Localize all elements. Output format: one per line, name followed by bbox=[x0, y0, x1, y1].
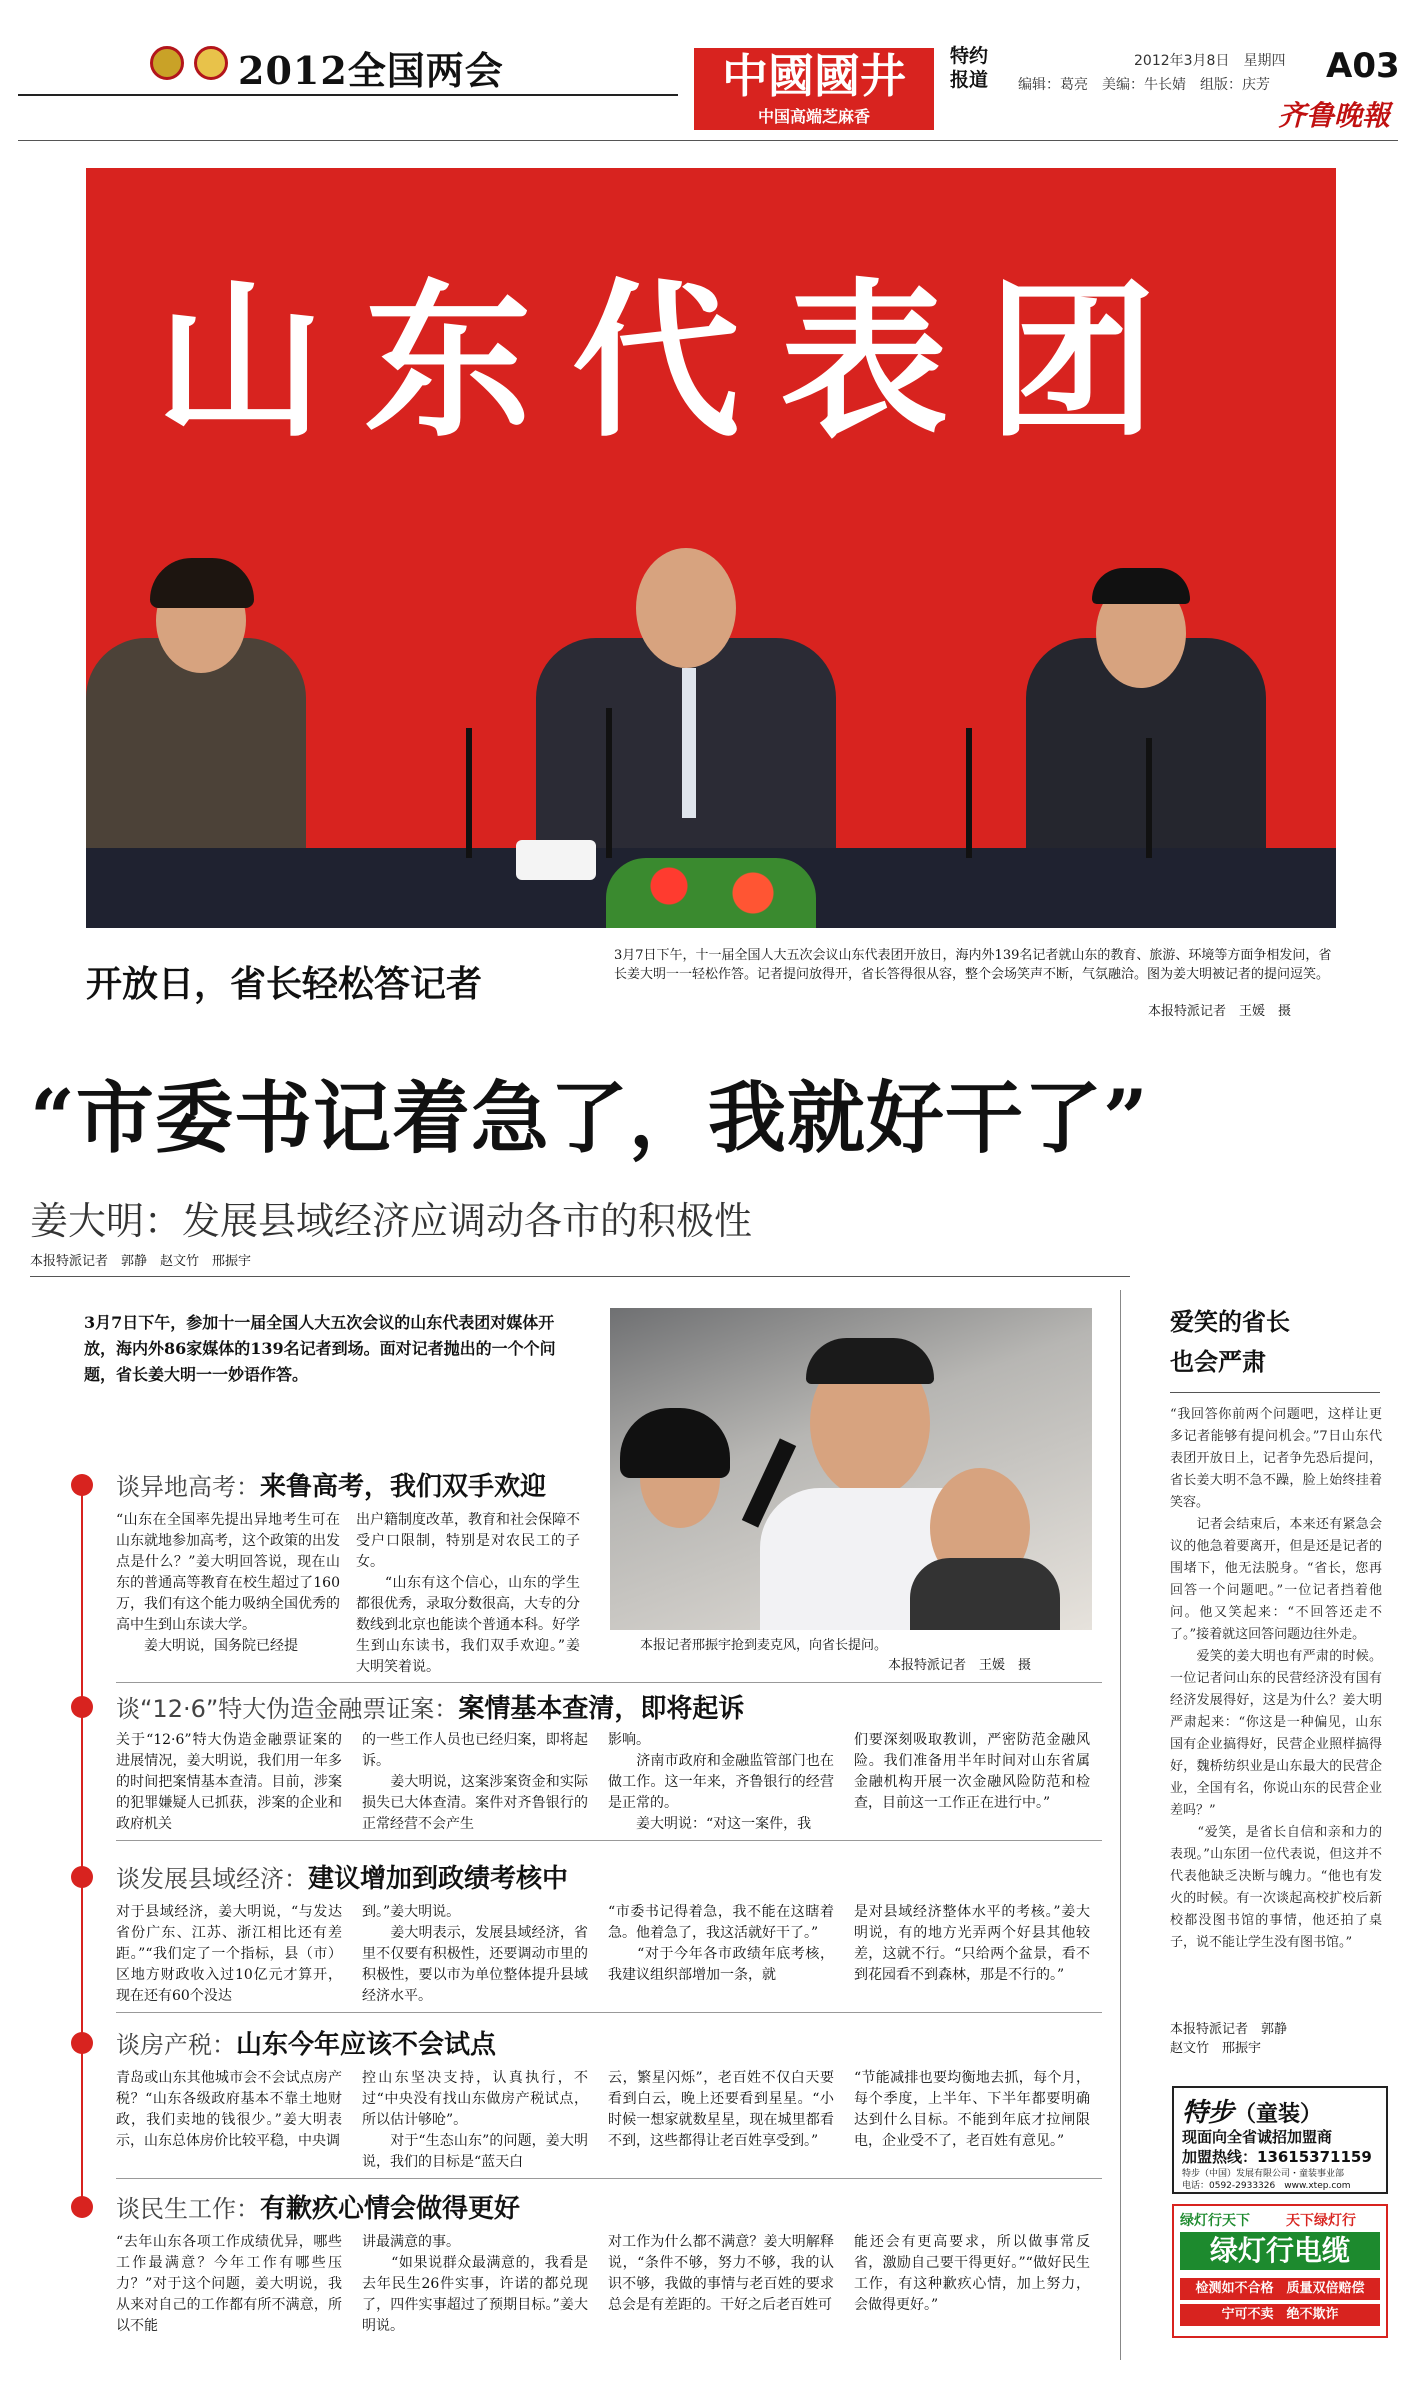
cppcc-emblem-icon bbox=[194, 46, 228, 80]
photo-caption-area bbox=[86, 938, 1336, 1028]
article-column: 云，繁星闪烁”，老百姓不仅白天要看到白云，晚上还要看到星星。“小时候一想家就数星星，现在城里都看不到，这些都得让老百姓享受到。” bbox=[608, 2070, 834, 2149]
cable-ad-slogan2: 宁可不卖 绝不欺诈 bbox=[1180, 2304, 1380, 2326]
cable-ad-top-right: 天下绿灯行 bbox=[1286, 2213, 1356, 2229]
article-column: 关于“12·6”特大伪造金融票证案的进展情况，姜大明说，我们用一年多的时间把案情基本查清。目前，涉案的犯罪嫌疑人已抓获，涉案的企业和政府机关 bbox=[116, 1732, 342, 1832]
backdrop-banner-text: 山东代表团 bbox=[156, 262, 1196, 460]
section-heading-gaokao bbox=[116, 1466, 546, 1503]
section-divider bbox=[116, 1682, 1102, 1683]
section-lead: 谈房产税： bbox=[116, 2031, 236, 2059]
article-column: 能还会有更高要求，所以做事常反省，激励自己要干得更好。”“做好民生工作，有这种歉疚心情，加上努力，会做得更好。” bbox=[854, 2234, 1090, 2313]
article-intro: 3月7日下午，参加十一届全国人大五次会议的山东代表团对媒体开放，海内外86家媒体的139名记者到场。面对记者抛出的一个个问题，省长姜大明一一妙语作答。 bbox=[84, 1313, 556, 1384]
section-title: 2012全国两会 bbox=[238, 48, 504, 93]
inset-photo bbox=[610, 1308, 1092, 1630]
article-column: 们要深刻吸取教训，严密防范金融风险。我们准备用半年时间对山东省属金融机构开展一次金融风险防范和检查，目前这一工作正在进行中。” bbox=[854, 1732, 1090, 1811]
article-column: 出户籍制度改革，教育和社会保障不受户口限制，特别是对农民工的子女。 “山东有这个信心，山东的学生都很优秀，录取分数很高，大专的分数线到北京也能读个普通本科。好学生到山东读书，我们双手欢迎。”姜大明笑着说。 bbox=[356, 1512, 580, 1675]
sidebar-divider bbox=[1120, 1290, 1121, 2360]
section-marker bbox=[71, 1696, 93, 1718]
issue-date: 2012年3月8日 星期四 bbox=[1134, 53, 1286, 69]
masthead bbox=[0, 0, 1417, 150]
audience-body bbox=[910, 1558, 1060, 1630]
article-column: 青岛或山东其他城市会不会试点房产税？“山东各级政府基本不靠土地财政，我们卖地的钱很少。”姜大明表示，山东总体房价比较平稳，中央调 bbox=[116, 2070, 342, 2149]
section-heading-property-tax bbox=[116, 2024, 496, 2061]
xtep-logo: 特步 bbox=[1182, 2098, 1235, 2128]
article-column: 对于县域经济，姜大明说，“与发达省份广东、江苏、浙江相比还有差距。”“我们定了一个指标，县（市）区地方财政收入过10亿元才算开，现在还有60个没达 bbox=[116, 1904, 342, 2004]
section-title: 案情基本查清，即将起诉 bbox=[458, 1694, 745, 1724]
delegate-left bbox=[86, 638, 306, 878]
masthead-bottom-rule bbox=[18, 140, 1398, 141]
inset-photo-caption: 本报记者邢振宇抢到麦克风，向省长提问。 bbox=[640, 1638, 888, 1653]
section-divider bbox=[116, 2012, 1102, 2013]
masthead-rule bbox=[18, 94, 678, 96]
article-column: 的一些工作人员也已经归案，即将起诉。 姜大明说，这案涉案资金和实际损失已大体查清。案件对齐鲁银行的正常经营不会产生 bbox=[362, 1732, 588, 1832]
delegate-right-hair bbox=[1092, 568, 1190, 604]
sponsor-tagline: 中国高端芝麻香 bbox=[757, 107, 870, 126]
national-emblem-icon bbox=[150, 46, 184, 80]
section-heading-county-economy bbox=[116, 1858, 568, 1895]
section-title: 来鲁高考，我们双手欢迎 bbox=[260, 1472, 547, 1502]
microphone bbox=[1146, 738, 1152, 858]
xtep-ad-tel: 电话：0592-2933326 www.xtep.com bbox=[1182, 2181, 1351, 2191]
xtep-ad-hotline: 加盟热线：13615371159 bbox=[1182, 2148, 1372, 2166]
sidebar-title-rule bbox=[1170, 1392, 1380, 1393]
editor-credits: 编辑：葛亮 美编：牛长婧 组版：庆芳 bbox=[1018, 77, 1270, 93]
page-number: A03 bbox=[1326, 46, 1400, 86]
xtep-ad-company: 特步（中国）发展有限公司・童装事业部 bbox=[1182, 2169, 1345, 2179]
inset-photo-credit: 本报特派记者 王媛 摄 bbox=[888, 1658, 1032, 1673]
article-column: 对工作为什么都不满意？姜大明解释说，“条件不够，努力不够，我的认识不够，我做的事情与老百姓的要求总会是有差距的。干好之后老百姓可 bbox=[608, 2234, 834, 2313]
photo-caption-text: 3月7日下午，十一届全国人大五次会议山东代表团开放日，海内外139名记者就山东的教育、旅游、环境等方面争相发问，省长姜大明一一轻松作答。记者提问放得开，省长答得很从容，整个会场笑声不断，气氛融洽。图为姜大明被记者的提问逗笑。 bbox=[614, 948, 1332, 982]
article-column: 影响。 济南市政府和金融监管部门也在做工作。这一年来，齐鲁银行的经营是正常的。 姜大明说：“对这一案件，我 bbox=[608, 1732, 834, 1832]
xtep-ad-suffix: （童装） bbox=[1234, 2102, 1323, 2127]
sub-headline: 姜大明：发展县域经济应调动各市的积极性 bbox=[30, 1199, 753, 1243]
photo-caption-credit: 本报特派记者 王媛 摄 bbox=[1148, 1004, 1292, 1019]
section-title: 山东今年应该不会试点 bbox=[236, 2030, 497, 2060]
section-lead: 谈民生工作： bbox=[116, 2195, 260, 2223]
section-heading-livelihood bbox=[116, 2188, 520, 2225]
section-marker bbox=[71, 2032, 93, 2054]
cable-ad-brand: 绿灯行电缆 bbox=[1180, 2232, 1380, 2270]
section-lead: 谈异地高考： bbox=[116, 1473, 260, 1501]
xtep-ad[interactable] bbox=[1172, 2086, 1388, 2194]
cable-ad[interactable] bbox=[1172, 2204, 1388, 2338]
article-byline: 本报特派记者 郭静 赵文竹 邢振宇 bbox=[30, 1254, 252, 1269]
cable-ad-top-left: 绿灯行天下 bbox=[1180, 2213, 1250, 2229]
sidebar-body: “我回答你前两个问题吧，这样让更多记者能够有提问机会。”7日山东代表团开放日上，记者争先恐后提问，省长姜大明不急不躁，脸上始终挂着笑容。 记者会结束后，本来还有紧急会议的他急着要离开，但是还是记者的围堵下，他无法脱身。“省长，您再回答一个问题吧。”一位记者挡着他问。他又笑起来：“不回答还走不了。”接着就这回答问题边往外走。 爱笑的姜大明也有严肃的时候。一位记者问山东的民营经济没有国有经济发展得好，这是为什么？姜大明严肃起来：“你这是一种偏见，山东国有企业搞得好，民营企业照样搞得好，魏桥纺织业是山东最大的民营企业，全国有名，你说山东的民营企业差吗？” “爱笑，是省长自信和亲和力的表现。”山东团一位代表说，但这并不代表他缺乏决断与魄力。“他也有发火的时候。有一次谈起高校扩校后新校都没图书馆的事情，他还拍了桌子，说不能让学生没有图书馆。” bbox=[1170, 1407, 1382, 1950]
sponsor-logo bbox=[694, 48, 934, 130]
article-column: “山东在全国率先提出异地考生可在山东就地参加高考，这个政策的出发点是什么？”姜大明回答说，现在山东的普通高等教育在校生超过了160万，我们有这个能力吸纳全国优秀的高中生到山东读大学。 姜大明说，国务院已经提 bbox=[116, 1512, 340, 1654]
article-column: “市委书记得着急，我不能在这瞎着急。他着急了，我这活就好干了。” “对于今年各市政绩年底考核，我建议组织部增加一条，就 bbox=[608, 1904, 834, 1983]
section-divider bbox=[116, 2178, 1102, 2179]
section-lead: 谈“12·6”特大伪造金融票证案： bbox=[116, 1695, 459, 1723]
main-photo bbox=[86, 168, 1336, 928]
microphone bbox=[466, 728, 472, 858]
reporter-hair bbox=[806, 1338, 934, 1384]
special-report-label: 特约 报道 bbox=[950, 45, 989, 91]
microphone bbox=[966, 728, 972, 858]
sidebar-byline: 本报特派记者 郭静 赵文竹 邢振宇 bbox=[1170, 2022, 1288, 2056]
article-column: 到。”姜大明说。 姜大明表示，发展县域经济，省里不仅要有积极性，还要调动市里的积极性，要以市为单位整体提升县域经济水平。 bbox=[362, 1904, 588, 2004]
governor-face bbox=[636, 548, 736, 668]
article-column: “去年山东各项工作成绩优异，哪些工作最满意？今年工作有哪些压力？”对于这个问题，姜大明说，我从来对自己的工作都有所不满意，所以不能 bbox=[116, 2234, 342, 2334]
teacup bbox=[516, 840, 596, 880]
section-lead: 谈发展县域经济： bbox=[116, 1865, 308, 1893]
section-marker bbox=[71, 1474, 93, 1496]
section-marker bbox=[71, 2196, 93, 2218]
section-title: 有歉疚心情会做得更好 bbox=[260, 2194, 521, 2224]
cable-ad-slogan1: 检测如不合格 质量双倍赔偿 bbox=[1180, 2278, 1380, 2300]
timeline-line bbox=[81, 1476, 83, 2216]
section-divider bbox=[116, 1840, 1102, 1841]
microphone bbox=[606, 708, 612, 858]
xtep-ad-line1: 现面向全省诚招加盟商 bbox=[1182, 2128, 1333, 2146]
section-marker bbox=[71, 1866, 93, 1888]
article-column: 控山东坚决支持，认真执行，不过“中央没有找山东做房产税试点，所以估计够呛”。 对于“生态山东”的问题，姜大明说，我们的目标是“蓝天白 bbox=[362, 2070, 588, 2170]
flower-arrangement bbox=[606, 858, 816, 928]
paper-name-logo: 齐鲁晚報 bbox=[1278, 99, 1391, 132]
article-column: 讲最满意的事。 “如果说群众最满意的，我看是去年民生26件实事，许诺的都兑现了，四件实事超过了预期目标。”姜大明说。 bbox=[362, 2234, 588, 2334]
delegate-left-hair bbox=[150, 558, 254, 608]
sponsor-brand: 中國國井 bbox=[722, 49, 906, 103]
governor-shirt bbox=[682, 668, 696, 818]
sidebar-title: 爱笑的省长 也会严肃 bbox=[1170, 1308, 1290, 1376]
headline-rule bbox=[30, 1276, 1130, 1277]
section-title: 建议增加到政绩考核中 bbox=[308, 1864, 569, 1894]
article-column: 是对县域经济整体水平的考核。”姜大明说，有的地方光弄两个好县其他较差，这就不行。“只给两个盆景，看不到花园看不到森林，那是不行的。” bbox=[854, 1904, 1090, 1983]
article-column: “节能减排也要均衡地去抓，每个月，每个季度，上半年、下半年都要明确达到什么目标。不能到年底才拉闸限电，企业受不了，老百姓有意见。” bbox=[854, 2070, 1090, 2149]
main-headline: “市委书记着急了，我就好干了” bbox=[30, 1073, 1149, 1164]
section-heading-fraud-case bbox=[116, 1688, 744, 1725]
photo-caption-headline: 开放日，省长轻松答记者 bbox=[86, 964, 483, 1005]
xtep-ad-brand-row bbox=[1182, 2092, 1382, 2129]
